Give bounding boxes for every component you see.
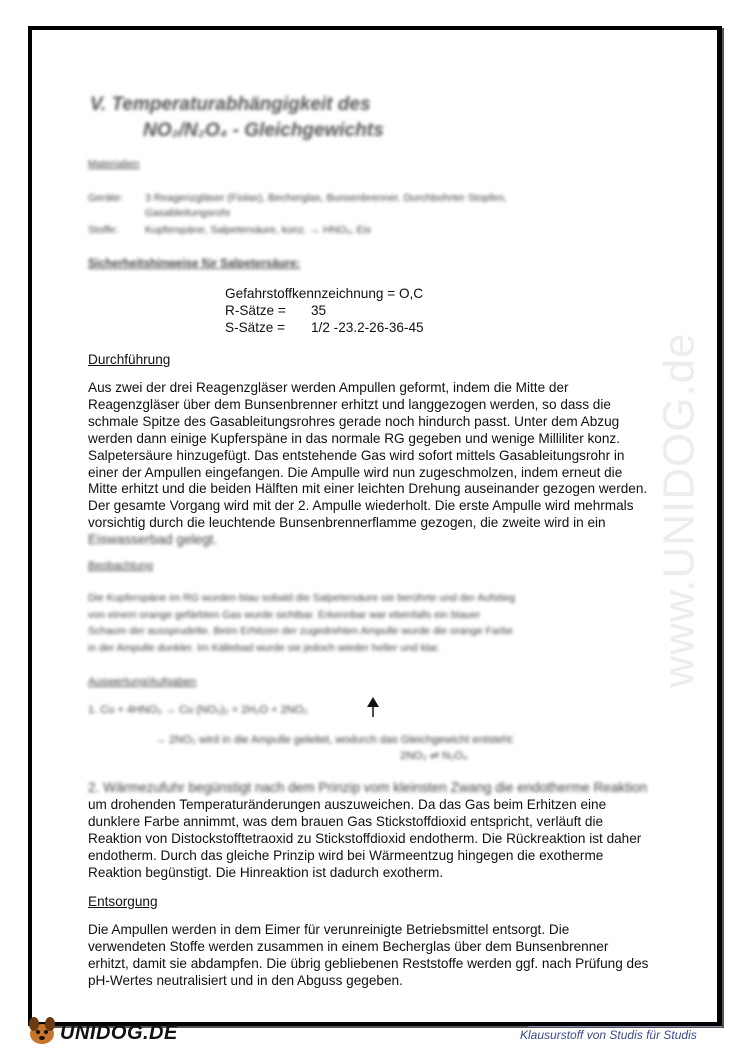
durchfuehrung-heading: Durchführung [88,352,171,367]
r-saetze-row: R-Sätze = 35 [225,303,327,318]
equation-1: 1. Cu + 4HNO₃ → Cu (NO₃)₂ + 2H₂O + 2NO₂ [88,704,308,716]
watermark: www.UNIDOG.de [655,332,705,688]
gefahrstoff-row: Gefahrstoffkennzeichnung = O,C [225,286,424,301]
safety-heading: Sicherheitshinweise für Salpetersäure: [88,258,301,270]
gas-escape-arrow-icon [366,696,380,718]
entsorgung-heading: Entsorgung [88,894,158,909]
materials-heading: Materialien [88,158,140,170]
equation-2: → 2NO₂ wird in die Ampulle geleitet, wodurch das Gleichgewicht entsteht: [155,734,515,746]
s-saetze-row: S-Sätze = 1/2 -23.2-26-36-45 [225,320,424,335]
geraete-value: 3 Reagenzgläser (Fiolax), Becherglas, Bunsenbrenner, Durchbohrter Stopfen, [145,192,507,204]
entsorgung-text: Die Ampullen werden in dem Eimer für verunreinigte Betriebsmittel entsorgt. Die verwendeten Stoffe werden zusammen in einem Becherglas über dem Bunsenbrenner erhitzt, damit sie abdampfen. Die übrig gebliebenen Reststoffe werden ggf. nach Prüfung des pH-Wertes neutralisiert und in den Abguss gegeben. [88,922,649,988]
dog-logo-icon [24,1012,62,1048]
title-line-1: V. Temperaturabhängigkeit des [90,94,371,115]
footer-tagline: Klausurstoff von Studis für Studis [520,1028,697,1042]
title-line-2: NO₂/N₂O₄ - Gleichgewichts [143,120,384,141]
geraete-label: Geräte: [88,192,124,204]
equilibrium-equation: 2NO₂ ⇌ N₂O₄ [400,750,468,762]
auswertung-text-2: 2. Wärmezufuhr begünstigt nach dem Prinzip vom kleinsten Zwang die endotherme Reaktion um drohenden Temperaturänderungen auszuweichen. Da das Gas beim Erhitzen eine dunklere Farbe annimmt, was dem brauen Gas Stickstoffdioxid entspricht, verläuft die Reaktion von Distockstofftetraoxid zu Stickstoffdioxid endotherm. Die Rückreaktion ist daher endotherm. Durch das gleiche Prinzip wird bei Wärmeentzug hingegen die exotherme Reaktion begünstigt. Die Hinreaktion ist dadurch exotherm. [88,780,648,880]
geraete-value-2: Gasableitungsrohr [145,207,231,219]
beobachtung-heading: Beobachtung [88,560,153,572]
logo-text: UNIDOG.DE [60,1022,178,1044]
auswertung-heading: Auswertung/Aufgaben [88,676,197,688]
durchfuehrung-text: Aus zwei der drei Reagenzgläser werden Ampullen geformt, indem die Mitte der Reagenzgläser über dem Bunsenbrenner erhitzt und langgezogen werden, so dass die schmale Spitze des Gasableitungsrohres gerade noch hindurch passt. Unter dem Abzug werden dann einige Kupferspäne in das normale RG gegeben und wenige Milliliter konz. Salpetersäure hinzugefügt. Das entstehende Gas wird sofort mittels Gasableitungsrohr in einer der Ampullen eingefangen. Die Ampulle wird nun zugeschmolzen, indem erneut die Mitte erhitzt und die beiden Hälften mit einer leichten Drehung auseinander gezogen werden. Der gesamte Vorgang wird mit der 2. Ampulle wiederholt. Die erste Ampulle wird mehrmals vorsichtig durch die leuchtende Bunsenbrennerflamme gezogen, die zweite wird in ein Eiswasserbad gelegt. [88,380,648,548]
stoffe-label: Stoffe: [88,224,119,236]
beobachtung-text: Die Kupferspäne im RG wurden blau sobald die Salpetersäure sie berührte und der Aufstieg von einem orange gefärbten Gas wurde sichtbar. Erkennbar war ebenfalls ein blauer Schaum der aussprudelte. Beim Erhitzen der zugedrehten Ampulle wurde die orange Farbe in der Ampulle dunkler. Im Kältebad wurde sie jedoch wieder heller und klar. [88,592,516,654]
footer-rule [528,1026,722,1027]
stoffe-value: Kupferspäne, Salpetersäure, konz. → HNO₃, Eis [145,224,372,236]
